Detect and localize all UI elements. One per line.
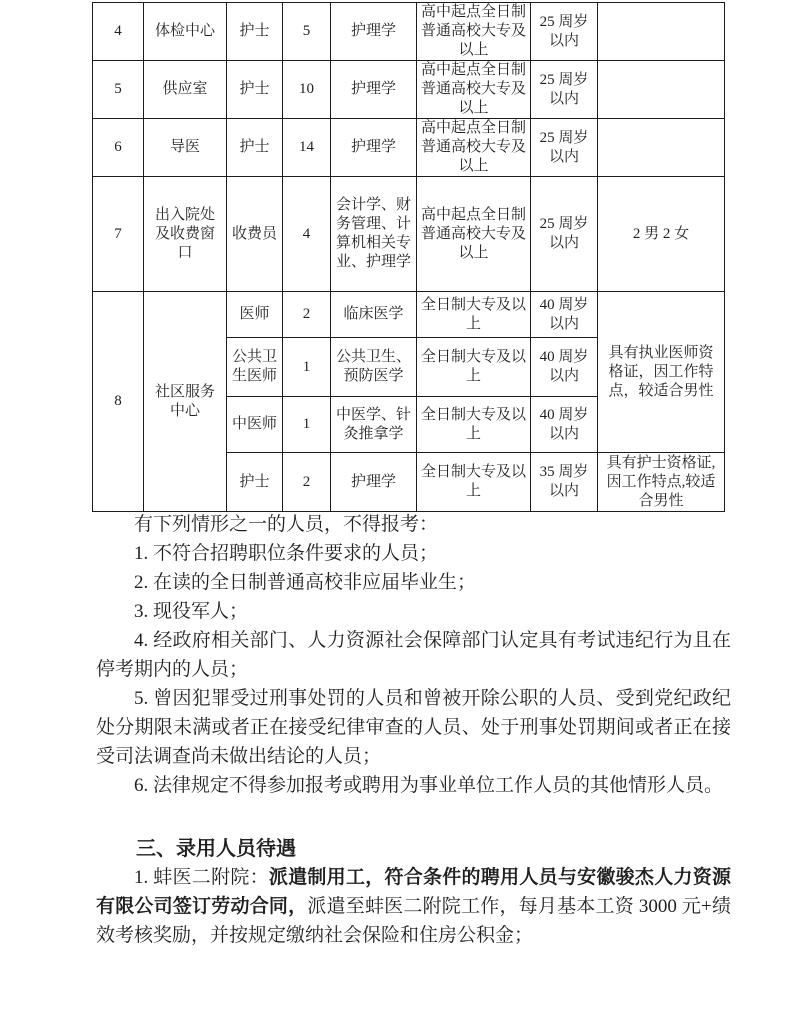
intro-paragraph: 有下列情形之一的人员，不得报考： — [134, 514, 439, 535]
cell-education: 高中起点全日制普通高校大专及以上 — [417, 177, 531, 292]
cell-position: 护士 — [227, 119, 283, 177]
cell-serial: 4 — [93, 3, 144, 61]
cell-education: 高中起点全日制普通高校大专及以上 — [417, 3, 531, 61]
condition-item-5: 5. 曾因犯罪受过刑事处罚的人员和曾被开除公职的人员、受到党纪政纪处分期限未满或者正在接受纪律审查的人员、处于刑事处罚期间或者正在接受司法调查尚未做出结论的人员； — [96, 688, 731, 767]
cell-department: 导医 — [144, 119, 227, 177]
cell-department: 供应室 — [144, 61, 227, 119]
cell-count: 2 — [283, 292, 331, 338]
treatment-rest: 派遣至蚌医二附院工作，每月基本工资 3000 元+绩效考核奖励，并按规定缴纳社会保险和住房公积金； — [96, 896, 731, 946]
cell-position: 公共卫生医师 — [227, 338, 283, 397]
cell-education: 高中起点全日制普通高校大专及以上 — [417, 61, 531, 119]
cell-position: 中医师 — [227, 397, 283, 453]
cell-serial: 5 — [93, 61, 144, 119]
cell-education: 全日制大专及以上 — [417, 397, 531, 453]
cell-age: 35 周岁以内 — [531, 453, 598, 512]
cell-remark-empty — [598, 119, 725, 177]
table-row-4 — [93, 3, 725, 61]
cell-count: 4 — [283, 177, 331, 292]
cell-education: 全日制大专及以上 — [417, 292, 531, 338]
cell-count: 14 — [283, 119, 331, 177]
table-row-7 — [93, 177, 725, 292]
cell-age: 25 周岁以内 — [531, 177, 598, 292]
table-row-8-sub1 — [93, 292, 725, 338]
cell-remark-empty — [598, 61, 725, 119]
cell-major: 护理学 — [331, 61, 417, 119]
cell-major: 临床医学 — [331, 292, 417, 338]
cell-serial: 6 — [93, 119, 144, 177]
condition-item-6: 6. 法律规定不得参加报考或聘用为事业单位工作人员的其他情形人员。 — [134, 775, 724, 796]
cell-remark-empty — [598, 3, 725, 61]
cell-major: 中医学、针灸推拿学 — [331, 397, 417, 453]
cell-age: 25 周岁以内 — [531, 3, 598, 61]
cell-position: 医师 — [227, 292, 283, 338]
condition-item-2: 2. 在读的全日制普通高校非应届毕业生； — [134, 572, 477, 593]
treatment-prefix: 1. 蚌医二附院： — [134, 867, 269, 888]
cell-age: 40 周岁以内 — [531, 338, 598, 397]
cell-age: 40 周岁以内 — [531, 292, 598, 338]
treatment-bold-segment: 派遣制用工，符合条件的聘用人员与安徽骏杰人力资源有限公司签订劳动合同， — [96, 867, 731, 917]
cell-serial: 7 — [93, 177, 144, 292]
treatment-paragraph-1 — [96, 863, 731, 950]
cell-remark-nurse: 具有护士资格证,因工作特点,较适合男性 — [598, 453, 725, 512]
cell-position: 护士 — [227, 3, 283, 61]
cell-remark-doctors: 具有执业医师资格证，因工作特点，较适合男性 — [598, 292, 725, 453]
cell-count: 1 — [283, 397, 331, 453]
cell-major: 会计学、财务管理、计算机相关专业、护理学 — [331, 177, 417, 292]
cell-education: 全日制大专及以上 — [417, 338, 531, 397]
cell-position: 收费员 — [227, 177, 283, 292]
condition-item-4: 4. 经政府相关部门、人力资源社会保障部门认定具有考试违纪行为且在停考期内的人员； — [96, 630, 731, 680]
cell-department: 出入院处及收费窗口 — [144, 177, 227, 292]
cell-age: 25 周岁以内 — [531, 61, 598, 119]
cell-count: 1 — [283, 338, 331, 397]
body-text-block — [96, 510, 731, 950]
cell-education: 全日制大专及以上 — [417, 453, 531, 512]
recruitment-positions-table — [92, 2, 725, 512]
section-heading-treatment: 三、录用人员待遇 — [136, 836, 296, 860]
cell-count: 10 — [283, 61, 331, 119]
table-row-6 — [93, 119, 725, 177]
cell-age: 25 周岁以内 — [531, 119, 598, 177]
cell-position: 护士 — [227, 453, 283, 512]
cell-serial: 8 — [93, 292, 144, 512]
cell-education: 高中起点全日制普通高校大专及以上 — [417, 119, 531, 177]
cell-major: 护理学 — [331, 3, 417, 61]
cell-major: 护理学 — [331, 119, 417, 177]
condition-item-1: 1. 不符合招聘职位条件要求的人员； — [134, 543, 439, 564]
cell-age: 40 周岁以内 — [531, 397, 598, 453]
cell-department: 社区服务中心 — [144, 292, 227, 512]
table-row-5 — [93, 61, 725, 119]
condition-item-3: 3. 现役军人； — [134, 601, 249, 622]
cell-major: 护理学 — [331, 453, 417, 512]
cell-remark: 2 男 2 女 — [598, 177, 725, 292]
cell-count: 2 — [283, 453, 331, 512]
cell-count: 5 — [283, 3, 331, 61]
cell-position: 护士 — [227, 61, 283, 119]
cell-major: 公共卫生、预防医学 — [331, 338, 417, 397]
cell-department: 体检中心 — [144, 3, 227, 61]
